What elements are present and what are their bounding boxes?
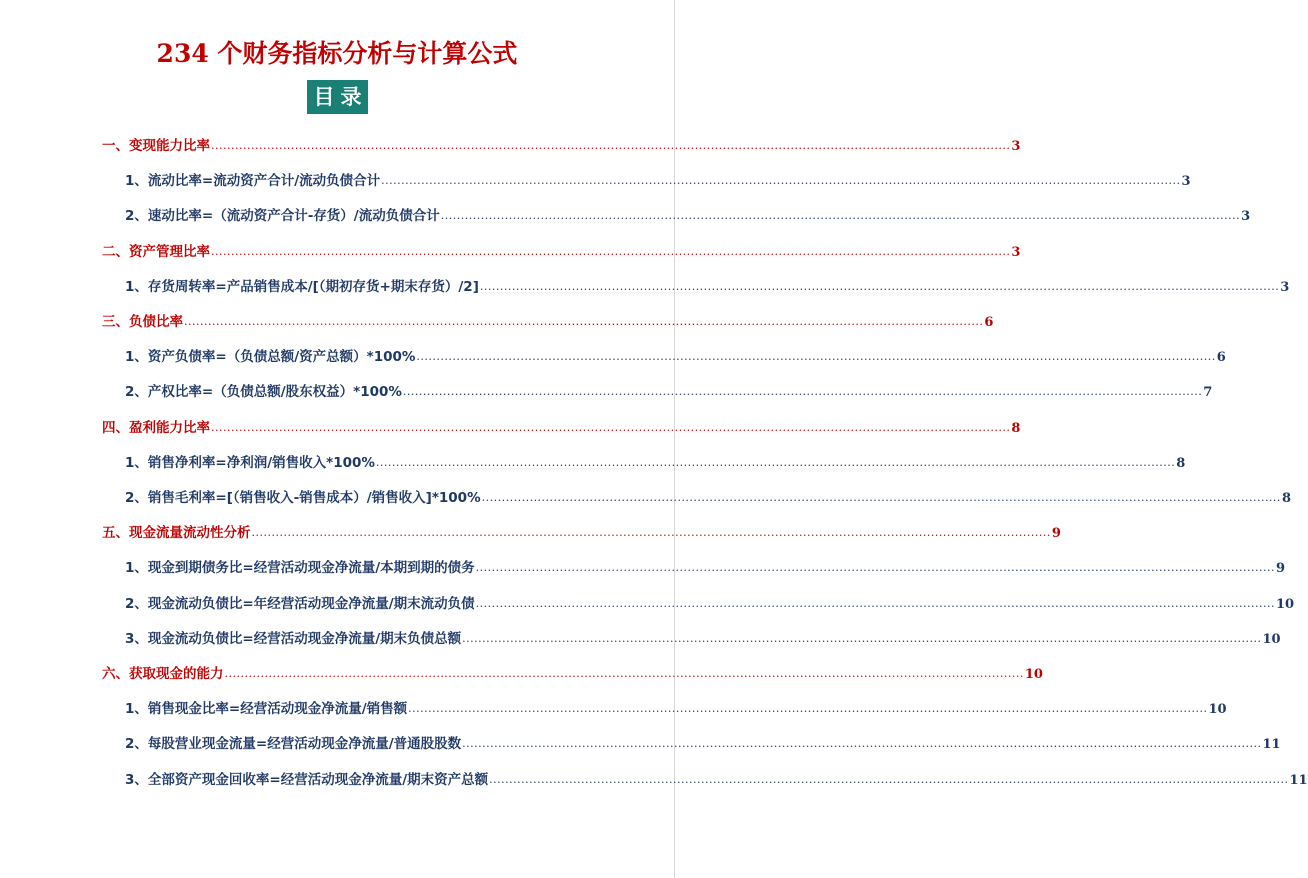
toc-page-number: 8 [1281,491,1291,506]
toc-entry-label: 一、变现能力比率 [102,138,210,154]
toc-page-number: 8 [1011,420,1021,436]
toc-page-number: 3 [1011,244,1021,260]
toc-page-number: 9 [1051,526,1061,542]
toc-page-number: 7 [1203,385,1213,401]
dot-leader: ........................................................................................................................................................................................................ [224,667,1024,680]
toc-page-number: 3 [1181,174,1191,190]
toc-section-16[interactable] [102,662,1043,686]
toc-heading: 目录 [307,80,368,114]
toc-item-14[interactable] [125,592,1295,616]
toc-entry-label: 五、现金流量流动性分析 [102,525,251,542]
toc-item-2[interactable] [125,169,1191,193]
toc-entry-label: 3、现金流动负债比=经营活动现金净流量/期末负债总额 [125,630,462,647]
dot-leader: ........................................................................................................................................................................................................ [440,209,1241,223]
toc-page-number: 10 [1024,667,1043,682]
toc-item-8[interactable] [125,380,1213,404]
dot-leader: ........................................................................................................................................................................................................ [211,139,1011,152]
dot-leader: ........................................................................................................................................................................................................ [416,350,1216,364]
toc-page-number: 10 [1275,596,1295,612]
toc-entry-label: 3、全部资产现金回收率=经营活动现金净流量/期末资产总额 [125,771,489,788]
dot-leader: ........................................................................................................................................................................................................ [408,702,1208,716]
document-title: 234 个财务指标分析与计算公式 [156,39,518,68]
toc-item-11[interactable] [125,486,1291,510]
toc-entry-label: 四、盈利能力比率 [102,419,210,436]
dot-leader: ........................................................................................................................................................................................................ [479,279,1280,293]
toc-item-19[interactable] [125,768,1308,792]
toc-page-number: 3 [1011,139,1021,154]
toc-item-17[interactable] [125,697,1227,721]
toc-entry-label: 2、现金流动负债比=年经营活动现金净流量/期末流动负债 [125,595,475,612]
toc-item-15[interactable] [125,627,1281,651]
toc-page-number: 8 [1176,455,1186,471]
toc-page-number: 10 [1208,702,1227,718]
toc-item-5[interactable] [125,275,1290,299]
toc-entry-label: 三、负债比率 [102,314,183,330]
dot-leader: ........................................................................................................................................................................................................ [184,315,984,328]
toc-entry-label: 六、获取现金的能力 [102,666,224,682]
toc-section-4[interactable] [102,240,1021,264]
toc-item-13[interactable] [125,556,1286,580]
dot-leader: ........................................................................................................................................................................................................ [462,737,1262,751]
toc-entry-label: 2、每股营业现金流量=经营活动现金净流量/普通股股数 [125,736,462,753]
toc-entry-label: 2、速动比率=（流动资产合计-存货）/流动负债合计 [125,208,440,225]
toc-page-number: 3 [1280,279,1290,295]
toc-item-18[interactable] [125,732,1281,756]
toc-item-10[interactable] [125,451,1186,475]
toc-entry-label: 1、销售现金比率=经营活动现金净流量/销售额 [125,701,408,718]
dot-leader: ........................................................................................................................................................................................................ [402,385,1203,399]
toc-entry-label: 1、资产负债率=（负债总额/资产总额）*100% [125,349,416,366]
toc-entry-label: 1、存货周转率=产品销售成本/[（期初存货+期末存货）/2] [125,278,479,295]
toc-entry-label: 1、流动比率=流动资产合计/流动负债合计 [125,173,381,190]
toc-entry-label: 2、销售毛利率=[（销售收入-销售成本）/销售收入]*100% [125,490,481,506]
toc-item-7[interactable] [125,345,1226,369]
dot-leader: ........................................................................................................................................................................................................ [475,596,1275,610]
toc-entry-label: 二、资产管理比率 [102,243,210,260]
toc-section-9[interactable] [102,416,1021,440]
toc-entry-label: 2、产权比率=（负债总额/股东权益）*100% [125,384,402,401]
toc-page-number: 11 [1289,772,1308,788]
toc-page-number: 6 [984,315,994,330]
toc-page-number: 11 [1262,737,1281,753]
toc-entry-label: 1、现金到期债务比=经营活动现金净流量/本期到期的债务 [125,560,475,577]
dot-leader: ........................................................................................................................................................................................................ [462,631,1262,645]
dot-leader: ........................................................................................................................................................................................................ [211,244,1011,258]
toc-section-6[interactable] [102,310,994,334]
dot-leader: ........................................................................................................................................................................................................ [489,772,1289,786]
dot-leader: ........................................................................................................................................................................................................ [475,561,1275,575]
toc-item-3[interactable] [125,204,1251,228]
toc-page-number: 6 [1216,350,1226,366]
toc-page-number: 9 [1275,561,1286,577]
toc-section-1[interactable] [102,134,1021,158]
toc-page-number: 10 [1262,631,1281,647]
dot-leader: ........................................................................................................................................................................................................ [211,420,1011,434]
toc-entry-label: 1、销售净利率=净利润/销售收入*100% [125,454,375,471]
dot-leader: ........................................................................................................................................................................................................ [251,526,1051,540]
toc-page-number: 3 [1241,209,1251,225]
toc-section-12[interactable] [102,521,1061,545]
dot-leader: ........................................................................................................................................................................................................ [381,174,1181,188]
dot-leader: ........................................................................................................................................................................................................ [481,491,1281,504]
dot-leader: ........................................................................................................................................................................................................ [375,455,1176,469]
